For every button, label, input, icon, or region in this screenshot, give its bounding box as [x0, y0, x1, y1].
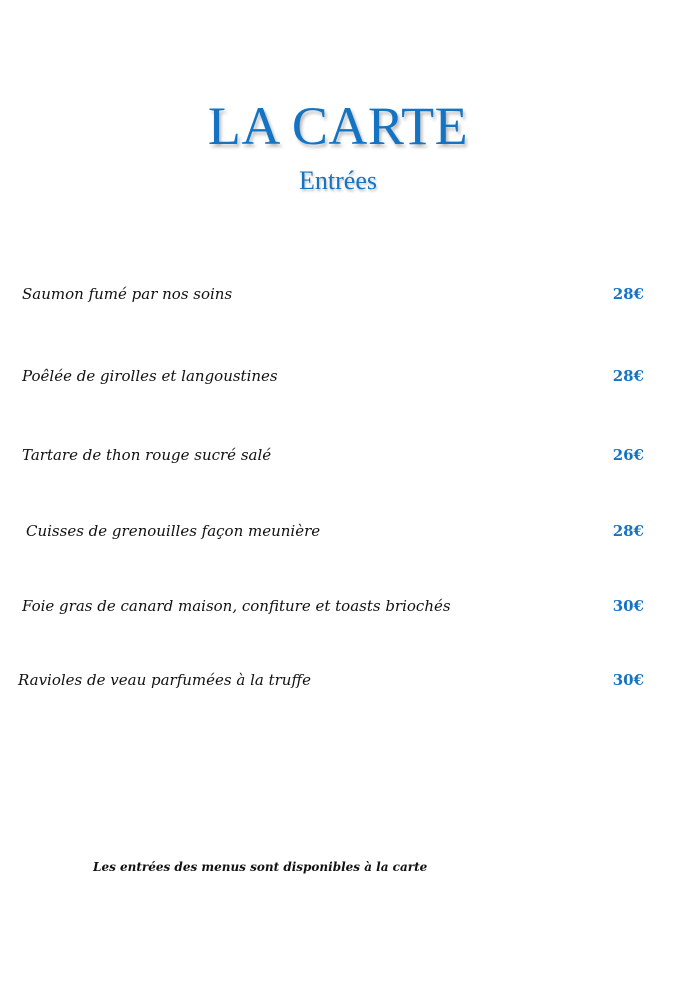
section-subtitle: Entrées [299, 166, 377, 195]
menu-item-price: 30€ [612, 671, 644, 689]
menu-item-name: Ravioles de veau parfumées à la truffe [18, 671, 311, 689]
menu-item-price: 28€ [612, 522, 644, 540]
menu-item-name: Foie gras de canard maison, confiture et toasts briochés [22, 597, 451, 615]
menu-item-price: 28€ [612, 367, 644, 385]
menu-item-name: Cuisses de grenouilles façon meunière [26, 522, 321, 540]
page-title: LA CARTE [207, 96, 469, 156]
menu-item-name: Tartare de thon rouge sucré salé [22, 446, 272, 464]
menu-item-price: 30€ [612, 597, 644, 615]
menu-item-price: 28€ [612, 285, 644, 303]
menu-item-name: Saumon fumé par nos soins [22, 285, 233, 303]
menu-item-price: 26€ [612, 446, 644, 464]
menu-item-name: Poêlée de girolles et langoustines [22, 367, 278, 385]
footer-note: Les entrées des menus sont disponibles à la carte [93, 860, 428, 874]
